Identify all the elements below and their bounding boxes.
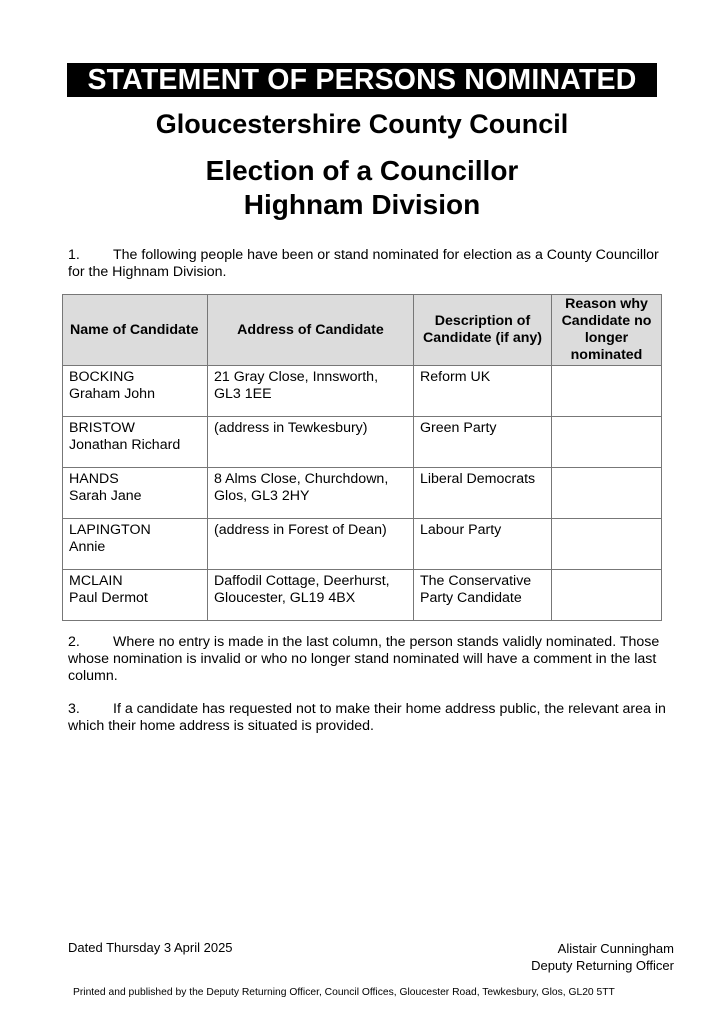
signatory-title: Deputy Returning Officer xyxy=(531,958,674,973)
candidate-address: Daffodil Cottage, Deerhurst, Gloucester, GL19 4BX xyxy=(208,570,414,621)
candidates-table xyxy=(62,294,662,621)
candidate-name xyxy=(63,519,208,570)
candidate-description: Green Party xyxy=(414,417,552,468)
forenames: Sarah Jane xyxy=(69,488,142,504)
candidate-name xyxy=(63,366,208,417)
paragraph-number: 2. xyxy=(68,634,80,650)
table-row xyxy=(63,468,662,519)
paragraph-text: If a candidate has requested not to make their home address public, the relevant area in which their home address is situated is provided. xyxy=(68,701,666,734)
forenames: Graham John xyxy=(69,386,155,402)
candidate-reason xyxy=(552,366,662,417)
paragraph-text: The following people have been or stand nominated for election as a County Councillor for the Highnam Division. xyxy=(68,247,659,280)
candidate-reason xyxy=(552,519,662,570)
table-row xyxy=(63,570,662,621)
paragraph-3 xyxy=(68,701,676,735)
surname: BRISTOW xyxy=(69,420,135,436)
paragraph-number: 1. xyxy=(68,247,80,263)
imprint-footer: Printed and published by the Deputy Returning Officer, Council Offices, Gloucester Road, Tewkesbury, Glos, GL20 5TT xyxy=(73,987,615,998)
candidate-reason xyxy=(552,468,662,519)
surname: MCLAIN xyxy=(69,573,123,589)
candidate-address: 21 Gray Close, Innsworth, GL3 1EE xyxy=(208,366,414,417)
signatory xyxy=(531,940,674,974)
forenames: Annie xyxy=(69,539,106,555)
date-statement: Dated Thursday 3 April 2025 xyxy=(68,940,233,955)
surname: HANDS xyxy=(69,471,119,487)
table-row xyxy=(63,417,662,468)
header-reason: Reason why Candidate no longer nominated xyxy=(552,295,662,366)
forenames: Paul Dermot xyxy=(69,590,148,606)
candidate-name xyxy=(63,570,208,621)
header-description: Description of Candidate (if any) xyxy=(414,295,552,366)
paragraph-number: 3. xyxy=(68,701,80,717)
election-line: Election of a Councillor xyxy=(205,155,519,186)
paragraph-2 xyxy=(68,634,676,685)
candidate-name xyxy=(63,417,208,468)
document-banner-title: STATEMENT OF PERSONS NOMINATED xyxy=(67,63,657,97)
candidate-description: Labour Party xyxy=(414,519,552,570)
council-name: Gloucestershire County Council xyxy=(155,109,569,139)
candidate-address: (address in Forest of Dean) xyxy=(208,519,414,570)
candidate-description: Reform UK xyxy=(414,366,552,417)
table-header-row xyxy=(63,295,662,366)
candidate-address: 8 Alms Close, Churchdown, Glos, GL3 2HY xyxy=(208,468,414,519)
surname: BOCKING xyxy=(69,369,135,385)
table-row xyxy=(63,519,662,570)
candidate-reason xyxy=(552,417,662,468)
candidate-description: The Conservative Party Candidate xyxy=(414,570,552,621)
candidate-address: (address in Tewkesbury) xyxy=(208,417,414,468)
election-title xyxy=(0,154,724,222)
candidate-name xyxy=(63,468,208,519)
signatory-name: Alistair Cunningham xyxy=(557,941,674,956)
paragraph-1 xyxy=(68,247,676,281)
division-name: Highnam Division xyxy=(243,189,481,220)
forenames: Jonathan Richard xyxy=(69,437,181,453)
table-row xyxy=(63,366,662,417)
paragraph-text: Where no entry is made in the last column, the person stands validly nominated. Those whose nomination is invalid or who no longer stand nominated will have a comment in the last column. xyxy=(68,634,660,684)
candidate-description: Liberal Democrats xyxy=(414,468,552,519)
candidate-reason xyxy=(552,570,662,621)
surname: LAPINGTON xyxy=(69,522,151,538)
header-address: Address of Candidate xyxy=(208,295,414,366)
header-name: Name of Candidate xyxy=(63,295,208,366)
